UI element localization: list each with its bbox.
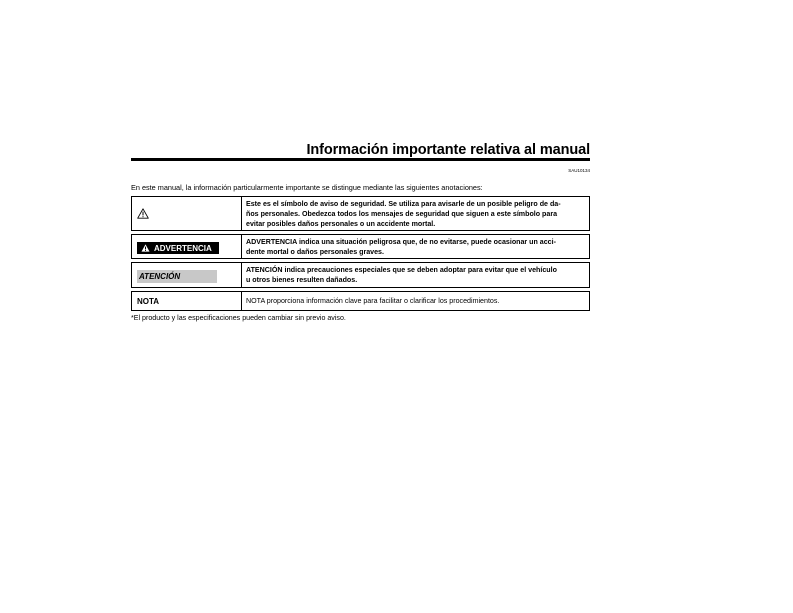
description-line: ADVERTENCIA indica una situación peligrosa que, de no evitarse, puede ocasionar un acci-: [246, 238, 556, 246]
symbol-cell: [132, 263, 242, 287]
description-cell: NOTA proporciona información clave para facilitar o clarificar los procedimientos.: [246, 297, 500, 305]
description-line: ATENCIÓN indica precauciones especiales que se deben adoptar para evitar que el vehículo: [246, 266, 557, 274]
annotation-row-advertencia: [131, 234, 590, 259]
footnote: *El producto y las especificaciones pueden cambiar sin previo aviso.: [131, 314, 346, 322]
symbol-cell: [132, 197, 242, 230]
description-line: ños personales. Obedezca todos los mensajes de seguridad que siguen a este símbolo para: [246, 210, 558, 218]
symbol-cell: [132, 235, 242, 258]
atencion-label: ATENCIÓN: [139, 272, 181, 281]
advertencia-badge: [137, 242, 219, 254]
description-line: Este es el símbolo de aviso de seguridad. Se utiliza para avisarle de un posible peligro de da-: [246, 200, 561, 208]
description-line: u otros bienes resulten dañados.: [246, 276, 358, 284]
description-cell: [242, 235, 589, 258]
warning-triangle-icon: [141, 244, 150, 252]
page-title: Información importante relativa al manual: [306, 142, 590, 158]
description-line: evitar posibles daños personales o un accidente mortal.: [246, 220, 436, 228]
document-code: SAU10134: [568, 168, 590, 173]
advertencia-label: ADVERTENCIA: [154, 243, 212, 253]
intro-text: En este manual, la información particularmente importante se distingue mediante las siguientes anotaciones:: [131, 183, 483, 192]
description-cell: [242, 263, 589, 287]
description-line: dente mortal o daños personales graves.: [246, 248, 384, 256]
title-underline: [131, 158, 590, 161]
symbol-cell: [132, 292, 242, 310]
annotation-row-atencion: [131, 262, 590, 288]
atencion-badge: [137, 270, 217, 283]
warning-triangle-icon: [137, 208, 149, 219]
description-cell: [242, 197, 589, 230]
nota-label: NOTA: [137, 296, 160, 306]
annotation-row-safety-symbol: [131, 196, 590, 231]
annotation-row-nota: [131, 291, 590, 311]
